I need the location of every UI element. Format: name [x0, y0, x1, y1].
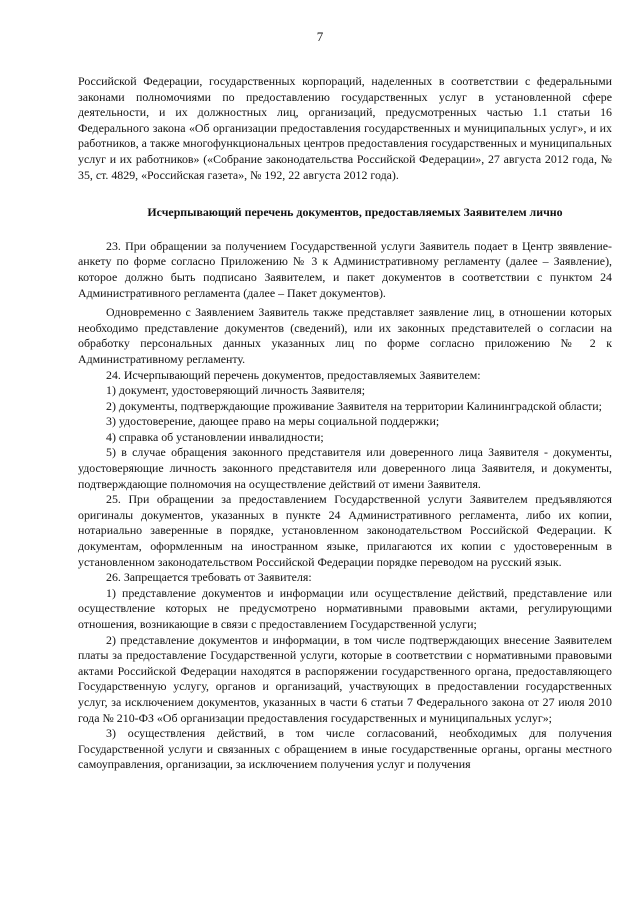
section-heading: Исчерпывающий перечень документов, предоставляемых Заявителем лично: [147, 205, 563, 220]
list-item-26-2: 2) представление документов и информации, в том числе подтверждающих внесение Заявителем платы за предоставление Государственной услуги, которые в соответствии с нормативными правовыми актами Российской Федерации находятся в распоряжении государственного органа, предоставляющего Государственную услугу, органов и организаций, участвующих в предоставлении государственных услуг, за исключением документов, указанных в части 6 статьи 7 Федерального закона от 27 июля 2010 года № 210-ФЗ «Об организации предоставления государственных и муниципальных услуг»;: [78, 632, 612, 725]
list-item-26-3: 3) осуществления действий, в том числе согласований, необходимых для получения Государственной услуги и связанных с обращением в иные государственные органы, органы местного самоуправления, организации, за исключением получения услуг и получения: [78, 726, 612, 772]
page-number: 7: [316, 29, 324, 44]
paragraph-continuation: Российской Федерации, государственных корпораций, наделенных в соответствии с федеральными законами полномочиями по предоставлению государственных услуг в установленной сфере деятельности, и их должностных лиц, организаций, предусмотренных частью 1.1 статьи 16 Федерального закона «Об организации предоставления государственных и муниципальных услуг», и их работников, а также многофункциональных центров предоставления государственных и муниципальных услуг и их работников» («Собрание законодательства Российской Федерации», 27 августа 2012 года, № 35, ст. 4829, «Российская газета», № 192, 22 августа 2012 года).: [78, 74, 612, 182]
paragraph-24: 24. Исчерпывающий перечень документов, предоставляемых Заявителем:: [106, 367, 481, 382]
paragraph-26: 26. Запрещается требовать от Заявителя:: [106, 570, 312, 585]
paragraph-23: 23. При обращении за получением Государственной услуги Заявитель подает в Центр звявление-анкету по форме согласно Приложению № 3 к Административному регламенту (далее – Заявление), которое должно быть подписано Заявителем, и пакет документов в соответствии с пунктом 24 Административного регламента (далее – Пакет документов).: [78, 238, 612, 300]
list-item-24-4: 4) справка об установлении инвалидности;: [106, 429, 324, 444]
paragraph-25: 25. При обращении за предоставлением Государственной услуги Заявителем предъявляются оригиналы документов, указанных в пункте 24 Административного регламента, либо их копии, нотариально заверенные в порядке, установленном законодательством Российской Федерации. К документам, оформленным на иностранном языке, прилагаются их копии с удостоверенным в установленном законодательством Российской Федерации порядке переводом на русский язык.: [78, 492, 612, 569]
list-item-26-1: 1) представление документов и информации или осуществление действий, представление или осуществление которых не предусмотрено нормативными правовыми актами, регулирующими отношения, возникающие в связи с предоставлением Государственной услуги;: [78, 585, 612, 631]
paragraph-consent: Одновременно с Заявлением Заявитель также представляет заявление лиц, в отношении которых необходимо представление документов (сведений), или их законных представителей о согласии на обработку персональных данных указанных лиц по форме согласно приложению № 2 к Административному регламенту.: [78, 305, 612, 366]
list-item-24-5: 5) в случае обращения законного представителя или доверенного лица Заявителя - документы, удостоверяющие личность законного представителя или доверенного лица Заявителя, и документы, подтверждающие полномочия на осуществление действий от имени Заявителя.: [78, 445, 612, 491]
list-item-24-1: 1) документ, удостоверяющий личность Заявителя;: [106, 383, 366, 398]
list-item-24-2: 2) документы, подтверждающие проживание Заявителя на территории Калининградской области;: [106, 398, 602, 413]
document-body: [78, 74, 612, 773]
list-item-24-3: 3) удостоверение, дающее право на меры социальной поддержки;: [106, 414, 440, 429]
